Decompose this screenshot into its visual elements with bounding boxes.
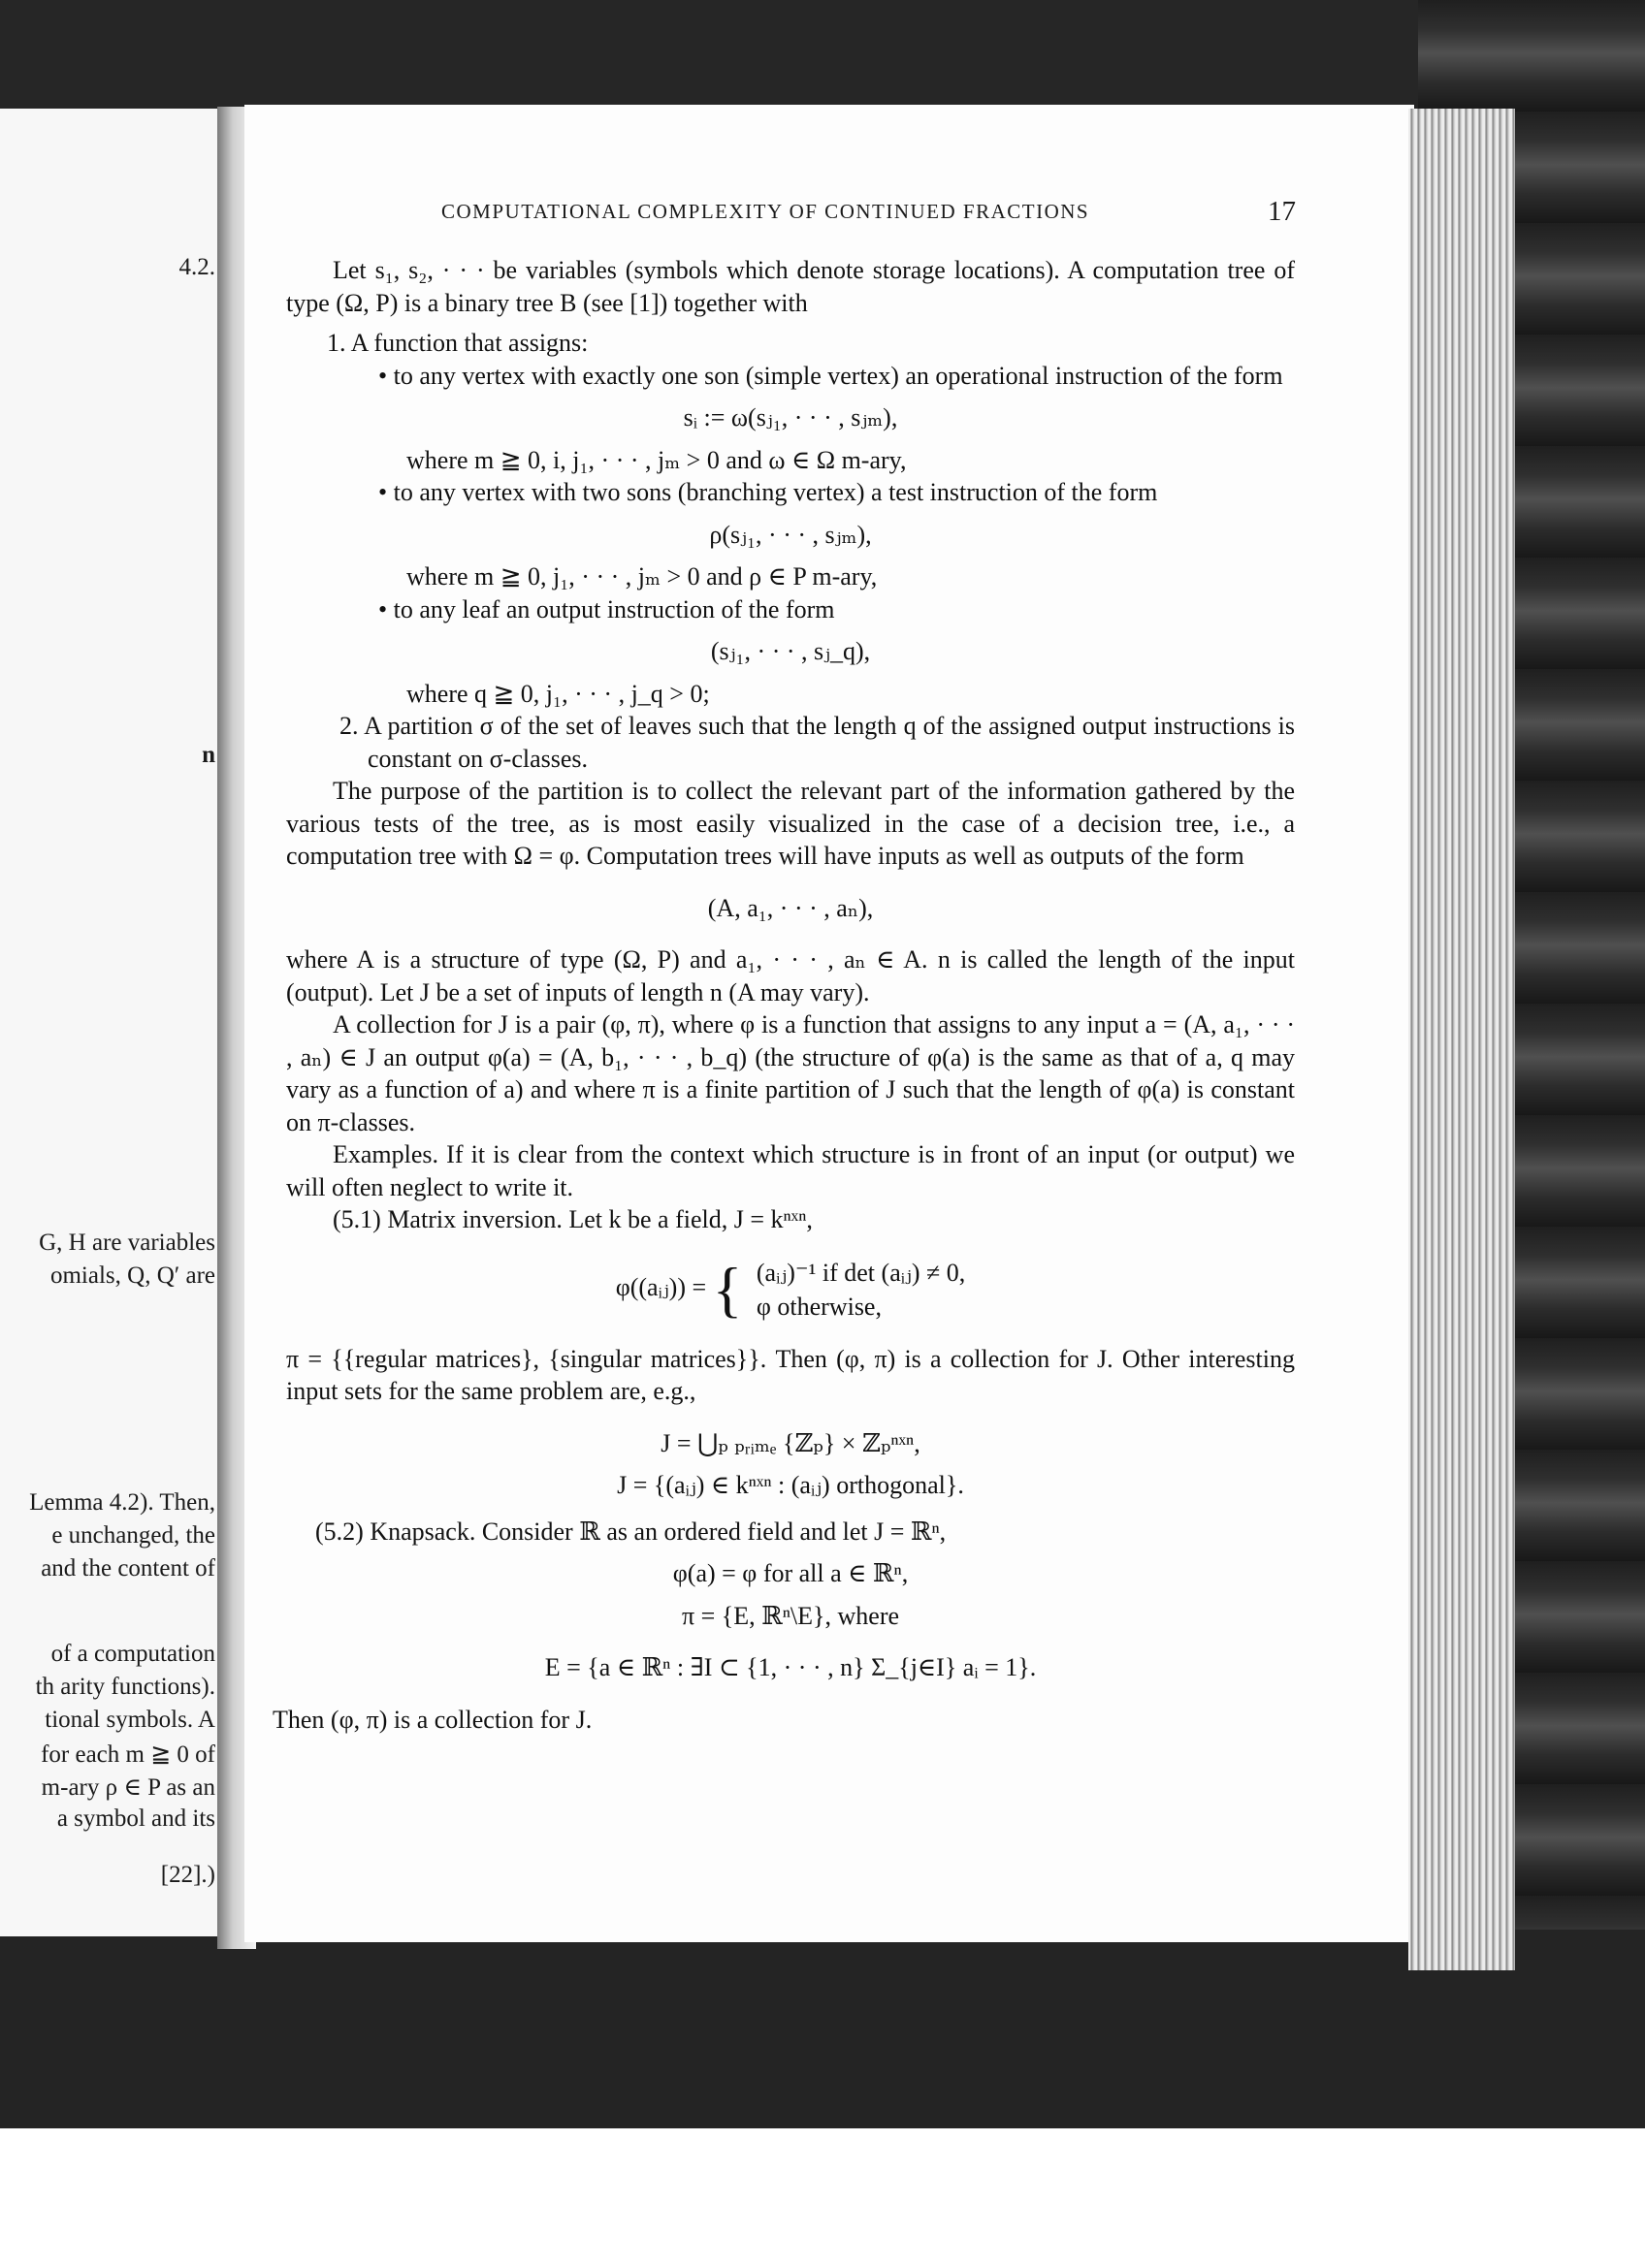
display-equation: ρ(sⱼ₁, · · · , sⱼₘ), — [709, 520, 872, 549]
page-body — [273, 254, 1295, 1736]
paragraph: A collection for J is a pair (φ, π), where φ is a function that assigns to any input a = (A, a₁, · · · , aₙ) ∈ J an output φ(a) = (A, b₁, · · · , b_q) (the structure of φ(a) is the same as that of a, q may vary as a function of a) and where π is a finite partition of J such that the length of φ(a) is constant on π-classes. — [286, 1010, 1295, 1136]
left-page-fragment: [22].) — [160, 1862, 215, 1888]
left-page-fragment: for each m ≧ 0 of — [41, 1741, 215, 1768]
paragraph: The purpose of the partition is to collect the relevant part of the information gathered by the various tests of the tree, as is most easily visualized in the case of a decision tree, i.e., a computation tree with Ω = φ. Computation trees will have inputs as well as outputs of the form — [286, 777, 1295, 870]
left-page-fragment: a symbol and its — [56, 1805, 215, 1832]
display-equation: (sⱼ₁, · · · , sⱼ_q), — [710, 637, 871, 665]
case-line: φ otherwise, — [756, 1292, 882, 1321]
display-equation: J = ⋃ₚ ₚᵣᵢₘₑ {ℤₚ} × ℤₚⁿˣⁿ, — [661, 1428, 920, 1457]
display-equation: φ(a) = φ for all a ∈ ℝⁿ, — [672, 1559, 909, 1587]
display-equation: J = {(aᵢⱼ) ∈ kⁿˣⁿ : (aᵢⱼ) orthogonal}. — [617, 1471, 964, 1499]
display-equation: sᵢ := ω(sⱼ₁, · · · , sⱼₘ), — [683, 403, 898, 431]
equation-lhs: φ((aᵢⱼ)) = — [615, 1272, 707, 1301]
left-page-fragment: e unchanged, the — [51, 1522, 215, 1549]
left-page-fragment: Lemma 4.2). Then, — [29, 1489, 215, 1516]
paragraph: Examples. If it is clear from the context which structure is in front of an input (or output) we will often neglect to write it. — [286, 1140, 1295, 1201]
paragraph: π = {{regular matrices}, {singular matrices}}. Then (φ, π) is a collection for J. Other interesting input sets for the same problem are, e.g., — [286, 1344, 1295, 1405]
list-item: 1. A function that assigns: — [327, 329, 589, 357]
list-item: 2. A partition σ of the set of leaves such that the length q of the assigned output instructions is constant on σ-classes. — [339, 712, 1295, 773]
display-equation: (A, a₁, · · · , aₙ), — [707, 893, 874, 922]
left-page-fragment: n — [202, 742, 215, 768]
bullet-item: • to any leaf an output instruction of the form — [378, 594, 835, 623]
display-equation-cases — [286, 1256, 1295, 1324]
left-page-fragment: m-ary ρ ∈ P as an — [41, 1774, 215, 1801]
cases-block — [757, 1256, 965, 1324]
condition-text: where q ≧ 0, j₁, · · · , j_q > 0; — [406, 679, 710, 708]
display-equation: π = {E, ℝⁿ\E}, where — [681, 1601, 900, 1630]
paragraph: Let s₁, s₂, · · · be variables (symbols which denote storage locations). A computation tree of type (Ω, P) is a binary tree B (see [1]) together with — [286, 256, 1295, 317]
page-edges — [1408, 109, 1515, 1970]
running-header: COMPUTATIONAL COMPLEXITY OF CONTINUED FRACTIONS — [441, 200, 1090, 223]
left-page-fragment: tional symbols. A — [45, 1707, 215, 1733]
left-page-fragment: G, H are variables — [39, 1230, 215, 1256]
bullet-item: • to any vertex with two sons (branching vertex) a test instruction of the form — [378, 478, 1158, 506]
paragraph: Then (φ, π) is a collection for J. — [273, 1705, 593, 1734]
condition-text: where m ≧ 0, j₁, · · · , jₘ > 0 and ρ ∈ P m-ary, — [406, 562, 878, 591]
paragraph: (5.1) Matrix inversion. Let k be a field, J = kⁿˣⁿ, — [333, 1205, 813, 1233]
left-page-fragment: th arity functions). — [35, 1674, 215, 1700]
condition-text: where m ≧ 0, i, j₁, · · · , jₘ > 0 and ω ∈ Ω m-ary, — [406, 445, 907, 474]
case-line: (aᵢⱼ)⁻¹ if det (aᵢⱼ) ≠ 0, — [756, 1258, 966, 1287]
left-page-fragment: and the content of — [41, 1555, 215, 1581]
scan-background-bottom — [0, 1930, 1645, 2128]
bullet-item: • to any vertex with exactly one son (simple vertex) an operational instruction of the form — [378, 361, 1283, 390]
scan-background-top — [0, 0, 1645, 109]
left-page-fragment: of a computation — [50, 1641, 215, 1667]
left-page-fragment: omials, Q, Q′ are — [49, 1262, 215, 1289]
display-equation: E = {a ∈ ℝⁿ : ∃I ⊂ {1, · · · , n} Σ_{j∈I} aᵢ = 1}. — [544, 1653, 1037, 1681]
brace-icon: { — [712, 1254, 743, 1324]
paragraph: (5.2) Knapsack. Consider ℝ as an ordered field and let J = ℝⁿ, — [315, 1517, 947, 1546]
paragraph: where A is a structure of type (Ω, P) and a₁, · · · , aₙ ∈ A. n is called the length of the input (output). Let J be a set of inputs of length n (A may vary). — [286, 945, 1295, 1006]
page-number: 17 — [1268, 196, 1296, 227]
left-page-fragment: 4.2. — [178, 254, 215, 280]
